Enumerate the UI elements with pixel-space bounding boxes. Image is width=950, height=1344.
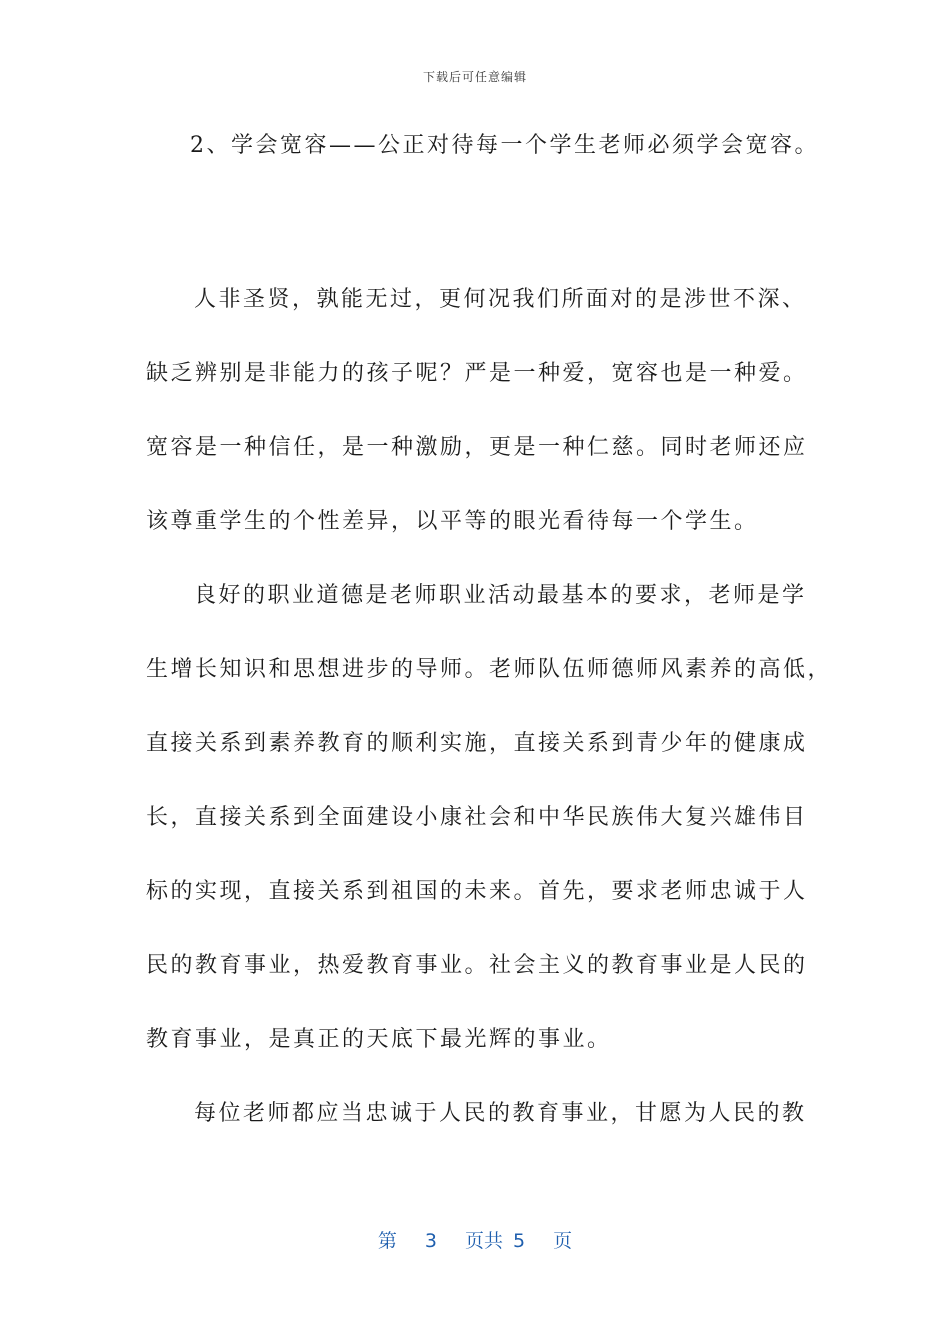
paragraph-line: 人非圣贤，孰能无过，更何况我们所面对的是涉世不深、 bbox=[194, 287, 807, 312]
footer-total-pages: 5 bbox=[513, 1230, 526, 1252]
paragraph-line: 标的实现，直接关系到祖国的未来。首先，要求老师忠诚于人 bbox=[146, 879, 808, 904]
paragraph-line: 直接关系到素养教育的顺利实施，直接关系到青少年的健康成 bbox=[146, 731, 808, 756]
paragraph-line: 民的教育事业，热爱教育事业。社会主义的教育事业是人民的 bbox=[146, 953, 808, 978]
paragraph-line: 生增长知识和思想进步的导师。老师队伍师德师风素养的高低， bbox=[146, 657, 833, 682]
paragraph-line: 教育事业，是真正的天底下最光辉的事业。 bbox=[146, 1027, 612, 1052]
paragraph-line: 宽容是一种信任，是一种激励，更是一种仁慈。同时老师还应 bbox=[146, 435, 808, 460]
footer-middle: 页共 bbox=[464, 1230, 503, 1252]
paragraph-line: 2、学会宽容——公正对待每一个学生老师必须学会宽容。 bbox=[190, 133, 819, 158]
paragraph-line: 良好的职业道德是老师职业活动最基本的要求，老师是学 bbox=[194, 583, 807, 608]
footer-suffix: 页 bbox=[553, 1230, 573, 1252]
page-footer bbox=[0, 1226, 950, 1253]
paragraph-line: 每位老师都应当忠诚于人民的教育事业，甘愿为人民的教 bbox=[194, 1101, 807, 1126]
footer-prefix: 第 bbox=[377, 1230, 397, 1252]
paragraph-line: 缺乏辨别是非能力的孩子呢？严是一种爱，宽容也是一种爱。 bbox=[146, 361, 808, 386]
paragraph-line: 该尊重学生的个性差异，以平等的眼光看待每一个学生。 bbox=[146, 509, 759, 534]
paragraph-line: 长，直接关系到全面建设小康社会和中华民族伟大复兴雄伟目 bbox=[146, 805, 808, 830]
page-header-note: 下载后可任意编辑 bbox=[422, 70, 527, 84]
footer-page-number: 3 bbox=[424, 1230, 437, 1252]
